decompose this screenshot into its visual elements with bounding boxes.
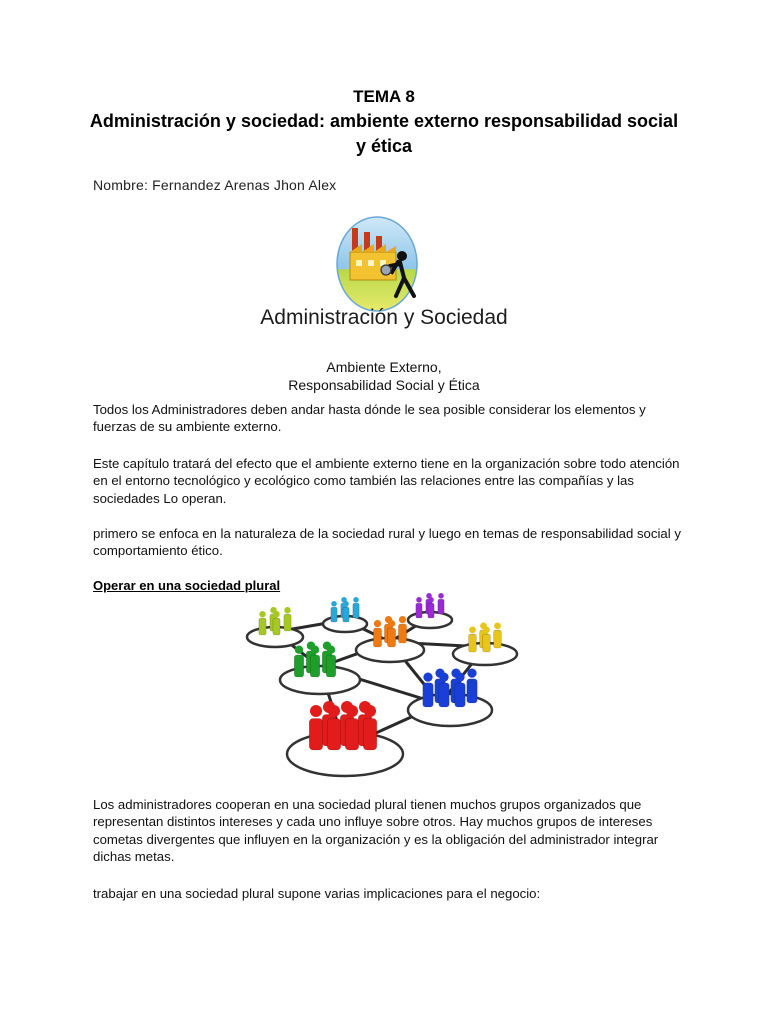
network-groups-image [245, 592, 525, 784]
orange-group-people [373, 616, 406, 647]
green-group-people [294, 642, 335, 678]
person-head [439, 673, 448, 682]
person-body [310, 655, 319, 677]
person-head [483, 627, 490, 634]
person-head [353, 597, 359, 603]
person-head [328, 705, 340, 717]
paragraph-4: Los administradores cooperan en una sociedad plural tienen muchos grupos organizados que representan distintos intereses y cada uno influye sobre otros. Hay muchos grupos de intereses cometas divergentes que influyen en la organización y es la obligación del administrador integrar dichas metas. [93, 797, 659, 865]
person-head [311, 646, 319, 654]
person-body [387, 628, 395, 647]
person-head [416, 597, 422, 603]
person-body [353, 603, 359, 618]
person-body [428, 603, 434, 618]
person-head [494, 623, 501, 630]
person-head [343, 601, 349, 607]
person-body [345, 719, 359, 751]
factory-logo-image [330, 212, 440, 312]
person-head [428, 597, 434, 603]
person-body [398, 624, 406, 643]
person-head [310, 705, 322, 717]
person-head [284, 607, 290, 613]
person-head [364, 705, 376, 717]
person-head [346, 705, 358, 717]
logo-subtitle-line1: Ambiente Externo, [326, 359, 442, 375]
person-head [423, 673, 432, 682]
person-body [467, 679, 477, 703]
person-body [273, 618, 280, 635]
person-body [439, 683, 449, 707]
person-head [327, 646, 335, 654]
person-body [294, 655, 303, 677]
person-head [399, 616, 406, 623]
person-head [455, 673, 464, 682]
logo-subtitle-line2: Responsabilidad Social y Ética [288, 377, 480, 393]
person-body [373, 628, 381, 647]
person-body [469, 634, 477, 652]
person-head [388, 620, 395, 627]
person-body [363, 719, 377, 751]
document-title [0, 109, 768, 159]
person-head [295, 646, 303, 654]
paragraph-3: primero se enfoca en la naturaleza de la sociedad rural y luego en temas de responsabilidad social y comportamiento ético. [93, 526, 681, 559]
cyan-group-people [331, 597, 359, 622]
person-head [374, 620, 381, 627]
person-head [331, 601, 337, 607]
tema-label: TEMA 8 [353, 87, 415, 106]
person-head [467, 669, 476, 678]
purple-group-people [416, 593, 444, 618]
person-head [438, 593, 444, 599]
person-body [327, 719, 341, 751]
person-body [284, 614, 291, 631]
paragraph-1: Todos los Administradores deben andar hasta dónde le sea posible considerar los elementos y fuerzas de su ambiente externo. [93, 402, 646, 435]
person-body [494, 630, 502, 648]
person-body [483, 634, 491, 652]
person-body [343, 607, 349, 622]
person-body [416, 603, 422, 618]
section-heading: Operar en una sociedad plural [93, 578, 281, 593]
person-head [469, 627, 476, 634]
document-title-text: Administración y sociedad: ambiente externo responsabilidad social y ética [89, 111, 679, 156]
person-body [309, 719, 323, 751]
person-body [326, 655, 335, 677]
person-body [438, 599, 444, 614]
person-body [259, 618, 266, 635]
lime-group-people [259, 607, 291, 635]
person-body [331, 607, 337, 622]
person-head [259, 611, 265, 617]
red-group-people [309, 701, 377, 750]
yellow-group-people [469, 623, 502, 653]
paragraph-5: trabajar en una sociedad plural supone varias implicaciones para el negocio: [93, 886, 541, 901]
paragraph-2: Este capítulo tratará del efecto que el ambiente externo tiene en la organización sobre todo atención en el entorno tecnológico y ecológico como también las relaciones entre las compañías y las sociedades Lo operan. [93, 456, 680, 506]
person-body [455, 683, 465, 707]
person-head [273, 611, 279, 617]
person-body [423, 683, 433, 707]
author-name: Nombre: Fernandez Arenas Jhon Alex [93, 177, 337, 193]
logo-title: Administración y Sociedad [260, 306, 508, 329]
